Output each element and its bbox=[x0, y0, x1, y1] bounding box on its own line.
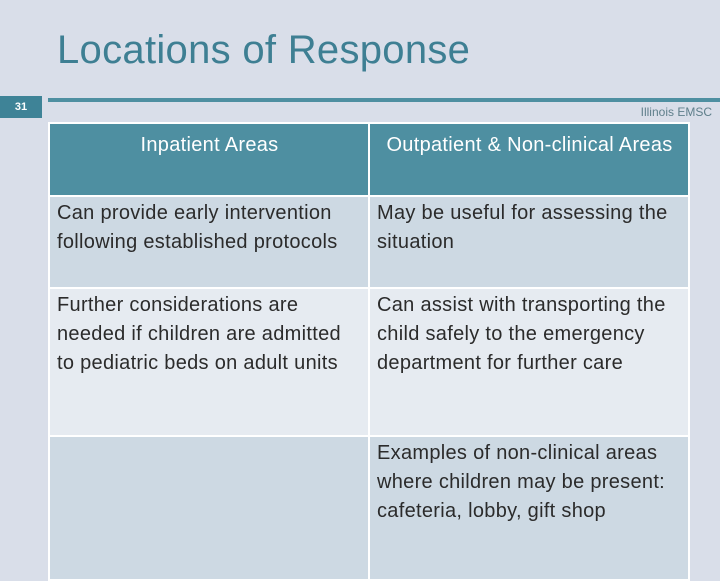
table-header-row bbox=[49, 123, 689, 196]
table-cell: Examples of non-clinical areas where children may be present: cafeteria, lobby, gift shop bbox=[369, 436, 689, 580]
header-inpatient-areas: Inpatient Areas bbox=[49, 123, 369, 196]
table-cell: May be useful for assessing the situation bbox=[369, 196, 689, 288]
table-row bbox=[49, 436, 689, 580]
locations-table bbox=[48, 122, 690, 581]
header-divider-bar bbox=[48, 98, 720, 102]
table-cell bbox=[49, 436, 369, 580]
table-row bbox=[49, 288, 689, 436]
slide-title: Locations of Response bbox=[57, 28, 471, 72]
header-outpatient-areas: Outpatient & Non-clinical Areas bbox=[369, 123, 689, 196]
organization-label: Illinois EMSC bbox=[640, 105, 712, 119]
table-cell: Further considerations are needed if children are admitted to pediatric beds on adult units bbox=[49, 288, 369, 436]
table-cell: Can assist with transporting the child safely to the emergency department for further care bbox=[369, 288, 689, 436]
table-row bbox=[49, 196, 689, 288]
table-cell: Can provide early intervention following established protocols bbox=[49, 196, 369, 288]
slide-number-badge: 31 bbox=[0, 96, 42, 118]
